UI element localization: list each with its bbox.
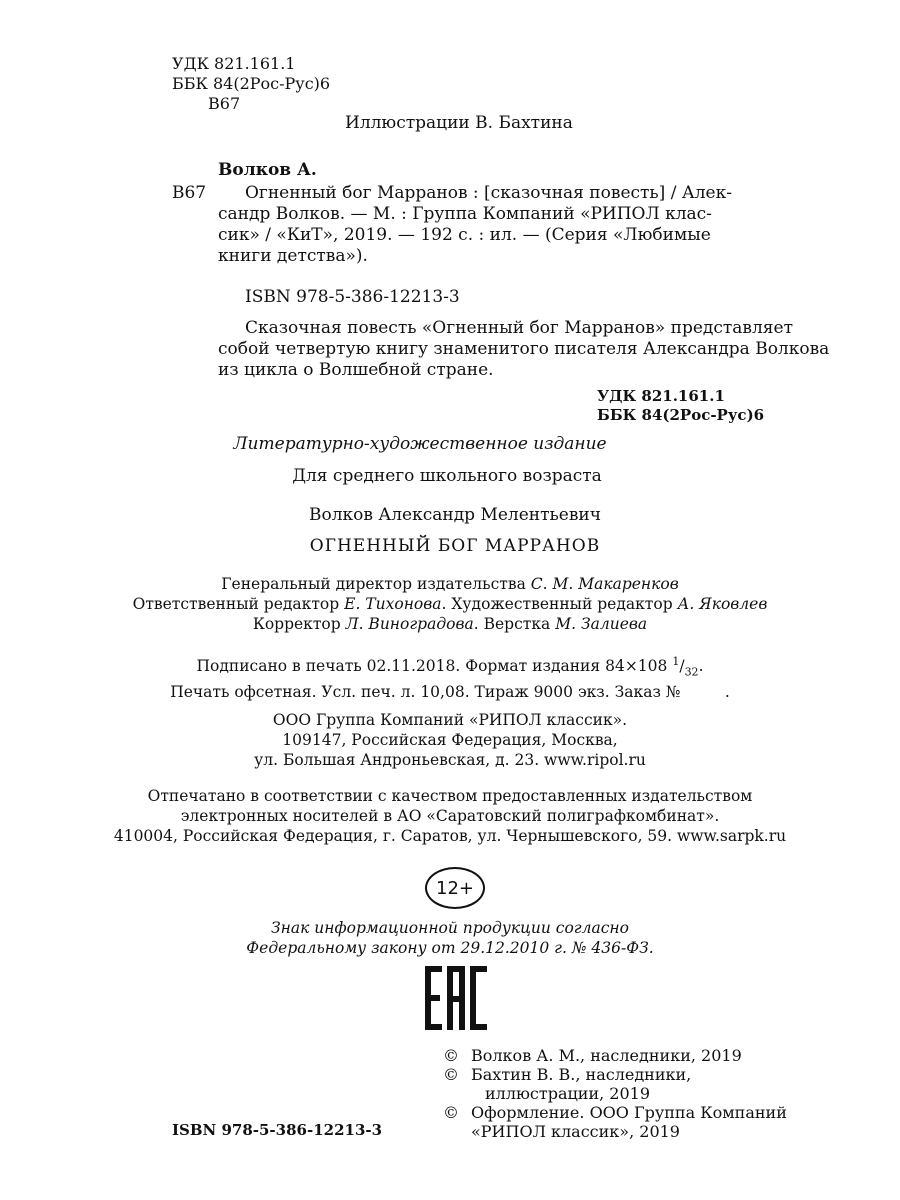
- print-line-2: Печать офсетная. Усл. печ. л. 10,08. Тираж 9000 экз. Заказ № .: [170, 683, 730, 702]
- corrector-line: [0, 614, 900, 634]
- law-line: Знак информационной продукции согласно: [271, 919, 629, 937]
- illustrations-credit: Иллюстрации В. Бахтина: [345, 113, 573, 133]
- format-fraction-den: 32: [684, 665, 699, 679]
- abstract-line: из цикла о Волшебной стране.: [218, 360, 494, 380]
- copyright-item: © Волков А. М., наследники, 2019: [443, 1046, 742, 1065]
- copyright-item: © Бахтин В. В., наследники, иллюстрации, 2019: [443, 1065, 692, 1103]
- footer-isbn: ISBN 978-5-386-12213-3: [172, 1121, 383, 1139]
- editors-line: [0, 594, 900, 614]
- copyright-icon: ©: [443, 1065, 459, 1084]
- age-rating-text: 12+: [436, 877, 474, 899]
- copyright-icon: ©: [443, 1046, 459, 1065]
- bbk-code: ББК 84(2Рос-Рус)6: [172, 74, 331, 93]
- director-name: С. М. Макаренков: [530, 575, 679, 593]
- layout-name: М. Залиева: [555, 615, 648, 633]
- law-line: Федеральному закону от 29.12.2010 г. № 436-ФЗ.: [246, 939, 654, 957]
- corrector-role: Корректор: [252, 615, 341, 633]
- abstract: [218, 318, 830, 381]
- copyright-item: © Оформление. ООО Группа Компаний «РИПОЛ классик», 2019: [443, 1103, 787, 1141]
- bib-line: сик» / «КиТ», 2019. — 192 с. : ил. — (Серия «Любимые: [218, 225, 711, 245]
- bbk-right: ББК 84(2Рос-Рус)6: [597, 406, 765, 424]
- editor-name: Е. Тихонова: [344, 595, 442, 613]
- classification-header: [172, 54, 330, 114]
- director-line: [0, 574, 900, 594]
- bib-line: Огненный бог Марранов : [сказочная повесть] / Алек-: [245, 183, 732, 203]
- abstract-line: собой четвертую книгу знаменитого писателя Александра Волкова: [218, 339, 830, 359]
- print-line-1: Подписано в печать 02.11.2018. Формат издания 84×108 $^1/_{32}$.: [196, 655, 704, 679]
- copyright-icon: ©: [443, 1103, 459, 1122]
- law-note: [0, 918, 900, 958]
- udk-right: УДК 821.161.1: [597, 387, 725, 405]
- bib-sign: В67: [172, 183, 207, 203]
- format-fraction-num: 1: [672, 655, 680, 668]
- author-sign: В67: [208, 94, 241, 113]
- book-title: ОГНЕННЫЙ БОГ МАРРАНОВ: [309, 536, 601, 556]
- publisher-line: ул. Большая Андроньевская, д. 23. www.ripol.ru: [254, 751, 646, 769]
- age-rating-badge: [425, 867, 485, 909]
- director-role: Генеральный директор издательства: [221, 575, 526, 593]
- staff-credits: [0, 574, 900, 634]
- publisher-line: ООО Группа Компаний «РИПОЛ классик».: [272, 711, 628, 729]
- edition-type: Литературно-художественное издание: [233, 434, 607, 454]
- eac-icon: [425, 966, 487, 1030]
- printer-line: Отпечатано в соответствии с качеством предоставленных издательством: [147, 787, 753, 805]
- print-info: [0, 652, 900, 702]
- bib-isbn: ISBN 978-5-386-12213-3: [245, 287, 460, 307]
- bib-line: сандр Волков. — М. : Группа Компаний «РИПОЛ клас-: [218, 204, 712, 224]
- art-editor-role: . Художественный редактор: [441, 595, 673, 613]
- layout-role: . Верстка: [473, 615, 551, 633]
- bib-line: книги детства»).: [218, 246, 368, 266]
- copyright-block: [443, 1046, 787, 1141]
- udk-code: УДК 821.161.1: [172, 54, 296, 73]
- printer-info: [0, 786, 900, 846]
- corrector-name: Л. Виноградова: [345, 615, 474, 633]
- printer-line: электронных носителей в АО «Саратовский полиграфкомбинат».: [180, 807, 720, 825]
- art-editor-name: А. Яковлев: [677, 595, 768, 613]
- editor-role: Ответственный редактор: [132, 595, 340, 613]
- classification-right: [597, 387, 764, 425]
- author-full-name: Волков Александр Мелентьевич: [309, 505, 601, 525]
- age-note: Для среднего школьного возраста: [292, 466, 602, 486]
- abstract-line: Сказочная повесть «Огненный бог Марранов» представляет: [245, 318, 793, 338]
- publisher-line: 109147, Российская Федерация, Москва,: [282, 731, 618, 749]
- printer-line: 410004, Российская Федерация, г. Саратов, ул. Чернышевского, 59. www.sarpk.ru: [113, 827, 787, 845]
- author-heading: Волков А.: [218, 160, 317, 180]
- bib-description: [218, 183, 746, 267]
- publisher-address: [0, 710, 900, 770]
